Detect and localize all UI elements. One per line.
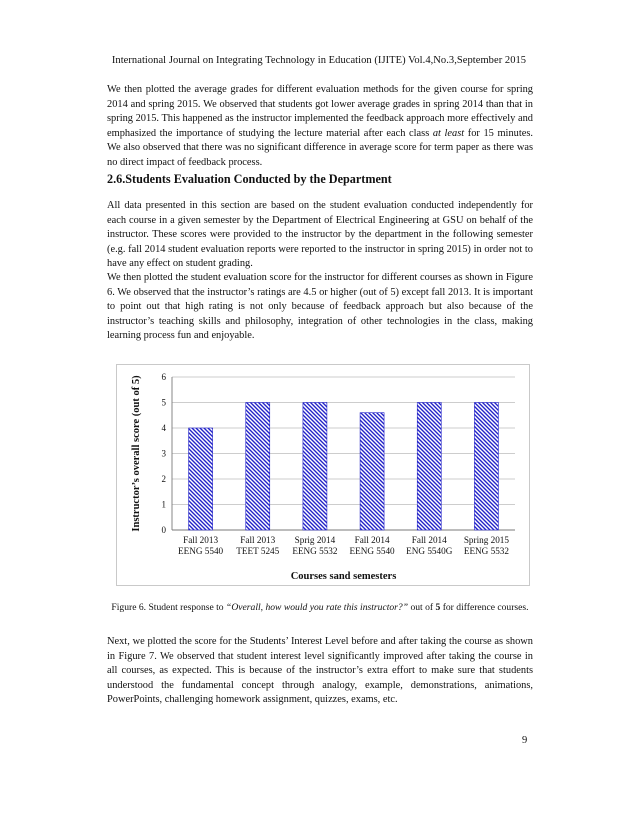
caption-bold: 5 <box>435 602 441 613</box>
y-tick-label: 2 <box>161 474 166 484</box>
y-tick-label: 0 <box>161 525 166 535</box>
y-axis-title: Instructor’s overall score (out of 5) <box>131 375 142 532</box>
figure-caption <box>107 602 533 615</box>
paragraph-interest: Next, we plotted the score for the Students’ Interest Level before and after taking the course as shown in Figure 7. We observed that student interest level significantly improved after taking the course in all courses, as expected. This is because of the instructor’s extra effort to make sure that students understood the fundamental concept through analogy, example, demonstrations, animations, PowerPoints, challenging homework assignment, quizzes, exams, etc. <box>107 636 533 706</box>
y-tick-label: 3 <box>161 448 166 459</box>
y-tick-label: 4 <box>161 423 166 433</box>
bar <box>303 403 327 531</box>
x-tick-label-course: EENG 5532 <box>292 546 338 556</box>
caption-middle: out of <box>408 602 436 613</box>
caption-prefix: Figure 6. Student response to <box>111 602 227 613</box>
caption-quote: “Overall, how would you rate this instructor?” <box>226 602 409 613</box>
section-heading: 2.6.Students Evaluation Conducted by the Department <box>107 172 392 186</box>
paragraph-grades-text-a: We then plotted the average grades for different evaluation methods for the given course for spring 2014 and spring 2015. We observed that students got lower average grades in spring 2014 than that in spring 2015. This happened as the instructor implemented the feedback approach more effectively and emphasized the importance of studying the lecture material after each class <box>107 84 533 139</box>
x-tick-label: Fall 2014 <box>411 535 447 545</box>
paragraph-grades-text-b: for 15 minutes. We also observed that there was no significant difference in average score for term paper as there was no direct impact of feedback process. <box>107 127 533 168</box>
y-tick-label: 5 <box>161 397 166 408</box>
x-tick-label: Spring 2015 <box>463 535 510 545</box>
x-tick-label: Fall 2013 <box>240 535 276 545</box>
x-tick-label-course: EENG 5532 <box>463 546 510 556</box>
bar-chart <box>117 365 529 585</box>
x-tick-label-course: EENG 5540 <box>177 546 224 556</box>
paragraph-grades-emphasis: at least <box>432 127 465 139</box>
y-tick-label: 6 <box>161 372 166 382</box>
bar <box>417 403 441 531</box>
journal-header: International Journal on Integrating Technology in Education (IJITE) Vol.4,No.3,September 2015 <box>111 55 527 66</box>
x-tick-label: Fall 2014 <box>354 535 390 545</box>
page-number: 9 <box>522 735 528 746</box>
x-tick-label-course: ENG 5540G <box>406 546 453 556</box>
figure-6 <box>116 364 530 586</box>
bar <box>360 413 384 530</box>
x-tick-label-course: EENG 5540 <box>349 546 395 556</box>
y-tick-label: 1 <box>161 499 166 510</box>
paragraph-grades <box>107 83 533 171</box>
bar <box>474 403 498 531</box>
paragraph-ratings: We then plotted the student evaluation score for the instructor for different courses as shown in Figure 6. We observed that the instructor’s ratings are 4.5 or higher (out of 5) except fall 2013. It is important to point out that high rating is not only because of feedback approach but also because of the instructor’s teaching skills and philosophy, integration of other technologies in the class, making learning process fun and enjoyable. <box>107 272 533 342</box>
caption-suffix: for difference courses. <box>440 602 529 613</box>
x-tick-label-course: TEET 5245 <box>236 546 280 556</box>
bar <box>189 428 213 530</box>
bar <box>246 403 270 531</box>
x-tick-label: Sprig 2014 <box>294 535 336 545</box>
paragraph-department: All data presented in this section are based on the student evaluation conducted independently for each course in a given semester by the Department of Electrical Engineering at GSU on behalf of the instructor. These scores were provided to the instructor by the department in the following semester (e.g. fall 2014 student evaluation reports were reported to the instructor in spring 2015) in order not to have any effect on student grading. <box>107 200 533 270</box>
x-tick-label: Fall 2013 <box>183 535 219 545</box>
x-axis-title: Courses sand semesters <box>290 571 397 582</box>
